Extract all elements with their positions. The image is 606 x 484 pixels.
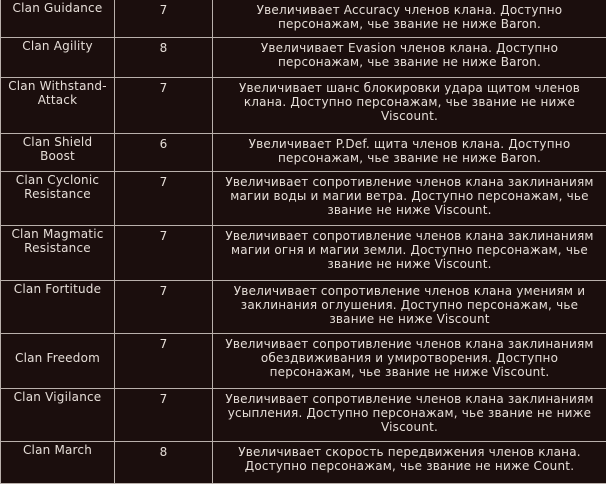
table-row	[1, 334, 606, 389]
skill-level: 7	[115, 389, 213, 442]
skill-level: 8	[115, 38, 213, 78]
skill-description: Увеличивает P.Def. щита членов клана. Доступно персонажам, чье звание не ниже Baron.	[213, 134, 606, 172]
skill-level: 8	[115, 442, 213, 484]
skill-description: Увеличивает сопротивление членов клана умениям и заклинания оглушения. Доступно персонажам, чье звание не ниже Viscount	[213, 281, 606, 334]
table-row	[1, 0, 606, 38]
skill-name: Clan Agility	[1, 38, 115, 78]
table-row	[1, 172, 606, 226]
skill-name: Clan Shield Boost	[1, 134, 115, 172]
skill-name: Clan March	[1, 442, 115, 484]
skill-level: 6	[115, 134, 213, 172]
skill-name: Clan Fortitude	[1, 281, 115, 334]
table-row	[1, 281, 606, 334]
skill-description: Увеличивает сопротивление членов клана заклинаниям усыпления. Доступно персонажам, чье звание не ниже Viscount.	[213, 389, 606, 442]
skill-name: Clan Freedom	[1, 334, 115, 389]
table-row	[1, 389, 606, 442]
skill-description: Увеличивает шанс блокировки удара щитом членов клана. Доступно персонажам, чье звание не ниже Viscount.	[213, 78, 606, 134]
skill-description: Увеличивает скорость передвижения членов клана. Доступно персонажам, чье звание не ниже Count.	[213, 442, 606, 484]
skill-level: 7	[115, 78, 213, 134]
skill-level: 7	[115, 226, 213, 281]
skill-name: Clan Withstand-Attack	[1, 78, 115, 134]
skill-description: Увеличивает сопротивление членов клана заклинаниям обездвиживания и умиротворения. Доступно персонажам, чье звание не ниже Viscount.	[213, 334, 606, 389]
skill-level: 7	[115, 281, 213, 334]
table-row	[1, 38, 606, 78]
skill-name: Clan Vigilance	[1, 389, 115, 442]
table-row	[1, 226, 606, 281]
skill-level: 7	[115, 0, 213, 38]
skill-description: Увеличивает сопротивление членов клана заклинаниям магии воды и магии ветра. Доступно персонажам, чье звание не ниже Viscount.	[213, 172, 606, 226]
skill-description: Увеличивает Evasion членов клана. Доступно персонажам, чье звание не ниже Baron.	[213, 38, 606, 78]
skill-level: 7	[115, 334, 213, 389]
table-row	[1, 134, 606, 172]
skill-name: Clan Magmatic Resistance	[1, 226, 115, 281]
skill-name: Clan Guidance	[1, 0, 115, 38]
skill-name: Clan Cyclonic Resistance	[1, 172, 115, 226]
skill-description: Увеличивает Accuracy членов клана. Доступно персонажам, чье звание не ниже Baron.	[213, 0, 606, 38]
skill-level: 7	[115, 172, 213, 226]
skill-description: Увеличивает сопротивление членов клана заклинаниям магии огня и магии земли. Доступно персонажам, чье звание не ниже Viscount.	[213, 226, 606, 281]
table-row	[1, 442, 606, 484]
table-row	[1, 78, 606, 134]
